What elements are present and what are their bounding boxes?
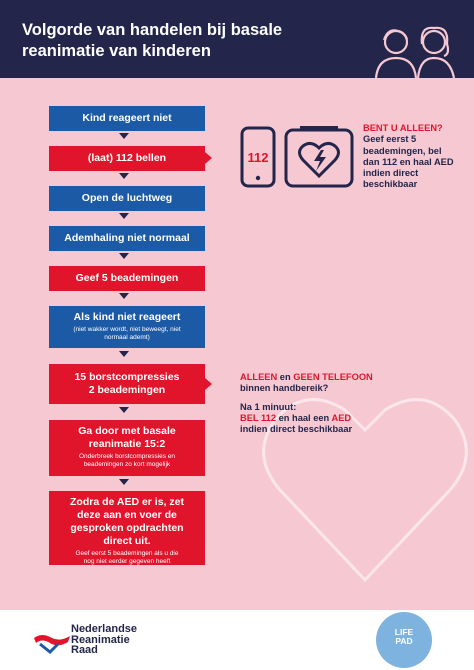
chevron-down-icon bbox=[119, 173, 129, 179]
step-label: Kind reageert niet bbox=[82, 112, 172, 124]
step-label: (laat) 112 bellen bbox=[87, 152, 167, 164]
en-text: en bbox=[277, 372, 294, 382]
step-aed bbox=[49, 491, 205, 565]
step-label: Ademhaling niet normaal bbox=[64, 232, 190, 244]
chevron-down-icon bbox=[119, 293, 129, 299]
chevron-down-icon bbox=[119, 133, 129, 139]
step-label: Zodra de AED er is, zet deze aan en voer de gesproken opdrachten direct uit. bbox=[70, 496, 184, 547]
page-title: Volgorde van handelen bij basale reanimatie van kinderen bbox=[22, 21, 283, 60]
nrr-logo-icon bbox=[32, 630, 72, 654]
step-sublabel: Geef eerst 5 beademingen als u die nog niet eerder gegeven heeft bbox=[75, 550, 179, 565]
step-label: Ga door met basale reanimatie 15:2 bbox=[78, 425, 176, 450]
en-haal-text: en haal een bbox=[276, 412, 332, 423]
binnen-handbereik-text: binnen handbereik? bbox=[240, 383, 329, 394]
step-label: Geef 5 beademingen bbox=[75, 272, 179, 284]
step-112-bellen bbox=[49, 146, 205, 171]
alone-heading: BENT U ALLEEN? bbox=[363, 123, 443, 133]
no-phone-question bbox=[240, 372, 400, 383]
bel-112-line bbox=[240, 413, 400, 424]
alone-body: Geef eerst 5 beademingen, bel dan 112 en haal AED indien direct beschikbaar bbox=[363, 134, 454, 190]
step-als-kind-niet-reageert bbox=[49, 306, 205, 348]
arrow-right-icon bbox=[205, 152, 212, 164]
step-borstcompressies bbox=[49, 364, 205, 404]
bel-112-text: BEL 112 bbox=[240, 412, 277, 423]
na-1-minuut-text: Na 1 minuut: bbox=[240, 401, 297, 412]
step-ga-door-reanimatie bbox=[49, 420, 205, 476]
phone-112-label: 112 bbox=[247, 150, 269, 165]
step-label: 15 borstcompressies 2 beademingen bbox=[74, 371, 180, 396]
nrr-org-name bbox=[71, 624, 137, 656]
chevron-down-icon bbox=[119, 479, 129, 485]
step-5-beademingen bbox=[49, 266, 205, 291]
chevron-down-icon bbox=[119, 351, 129, 357]
step-sublabel: (niet wakker wordt, niet beweegt, niet normaal ademt) bbox=[73, 326, 181, 341]
chevron-down-icon bbox=[119, 407, 129, 413]
geen-telefoon-text: GEEN TELEFOON bbox=[293, 372, 373, 382]
lifepad-logo bbox=[376, 612, 432, 668]
lifepad-line-2: PAD bbox=[395, 636, 413, 646]
chevron-down-icon bbox=[119, 213, 129, 219]
org-line-3: Raad bbox=[71, 644, 98, 656]
lifepad-line-1: LIFE bbox=[394, 627, 414, 637]
step-open-luchtweg bbox=[49, 186, 205, 211]
children-icon bbox=[374, 22, 460, 78]
step-sublabel: Onderbreek borstcompressies en beademingen zo kort mogelijk bbox=[78, 453, 176, 468]
chevron-down-icon bbox=[119, 253, 129, 259]
org-line-2: Reanimatie bbox=[71, 633, 130, 646]
aed-text: AED bbox=[331, 412, 352, 423]
step-label: Open de luchtweg bbox=[81, 192, 173, 204]
header bbox=[0, 0, 474, 78]
step-label: Als kind niet reageert bbox=[73, 311, 181, 323]
org-line-1: Nederlandse bbox=[71, 623, 138, 635]
alleen-text: ALLEEN bbox=[240, 372, 278, 382]
no-phone-panel bbox=[240, 372, 400, 435]
step-kind-reageert-niet bbox=[49, 106, 205, 131]
step-ademhaling-niet-normaal bbox=[49, 226, 205, 251]
indien-text: indien direct beschikbaar bbox=[240, 424, 353, 435]
arrow-right-icon bbox=[205, 378, 212, 390]
phone-and-aed-icons bbox=[240, 126, 355, 190]
alone-panel bbox=[363, 123, 471, 191]
